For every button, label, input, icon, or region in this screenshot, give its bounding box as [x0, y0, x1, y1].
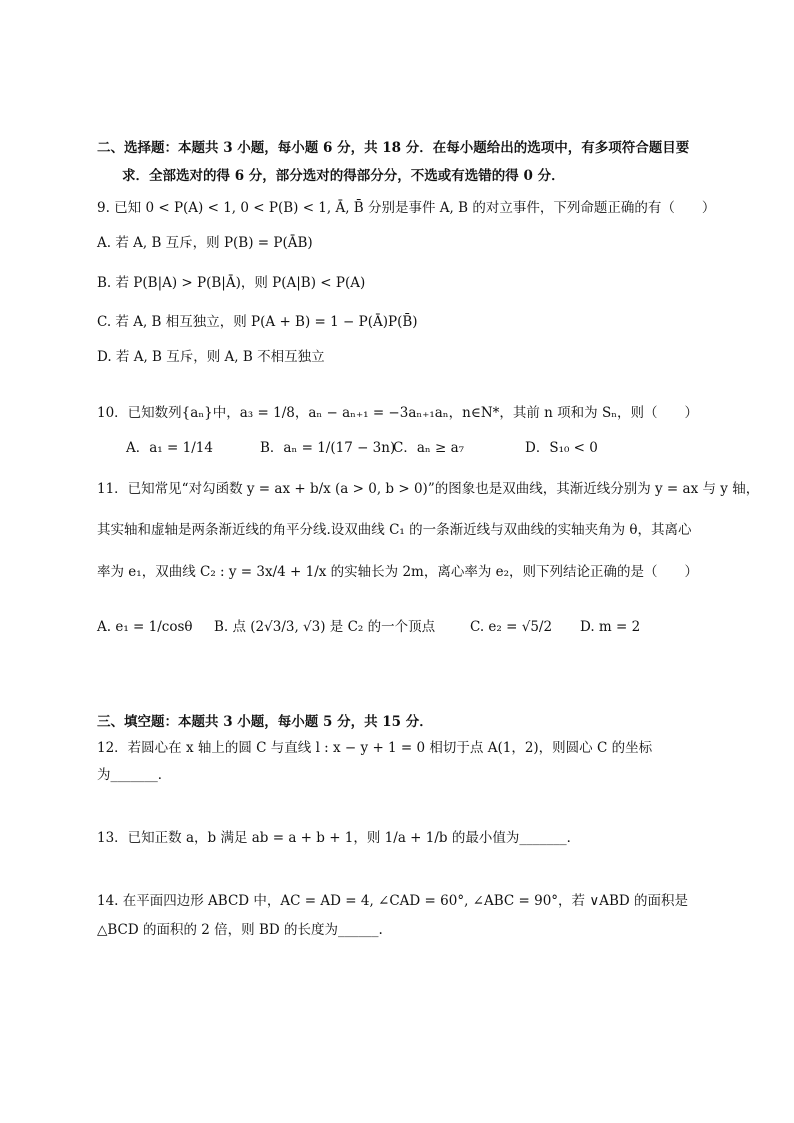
q14-line1: 14. 在平面四边形 ABCD 中，AC = AD = 4, ∠CAD = 60°, ∠ABC = 90°，若 ∨ABD 的面积是 [97, 893, 688, 909]
section2-heading-line1: 二、选择题：本题共 3 小题，每小题 6 分，共 18 分．在每小题给出的选项中，有多项符合题目要 [97, 140, 690, 156]
q11-option-c: C. e₂ = √5/2 [470, 619, 553, 635]
q9-option-a: A. 若 A, B 互斥，则 P(B) = P(ĀB) [97, 235, 313, 251]
q13-line1: 13．已知正数 a，b 满足 ab = a + b + 1，则 1/a + 1/b 的最小值为_______． [97, 830, 581, 846]
q11-line1: 11．已知常见“对勾函数 y = ax + b/x (a > 0, b > 0)”的图象也是双曲线，其渐近线分别为 y = ax 与 y 轴， [97, 481, 760, 497]
q11-option-b: B. 点 (2√3/3, √3) 是 C₂ 的一个顶点 [214, 619, 436, 635]
q10-options [126, 438, 598, 458]
q11-options [97, 617, 640, 637]
section3-heading: 三、填空题：本题共 3 小题，每小题 5 分，共 15 分． [97, 714, 433, 730]
section2-heading-line2: 求．全部选对的得 6 分，部分选对的得部分分，不选或有选错的得 0 分． [122, 168, 565, 184]
q14-line2: △BCD 的面积的 2 倍，则 BD 的长度为______. [97, 922, 383, 938]
q9-stem: 9. 已知 0 < P(A) < 1, 0 < P(B) < 1, Ā, B̄ 分别是事件 A, B 的对立事件，下列命题正确的有（ ） [97, 200, 716, 216]
q9-option-b: B. 若 P(B|A) > P(B|Ā)，则 P(A|B) < P(A) [97, 275, 366, 291]
q9-option-d: D. 若 A, B 互斥，则 A, B 不相互独立 [97, 349, 325, 365]
q10-option-c: C．aₙ ≥ a₇ [393, 440, 465, 456]
q11-line3: 率为 e₁，双曲线 C₂ : y = 3x/4 + 1/x 的实轴长为 2m，离心率为 e₂，则下列结论正确的是（ ） [97, 564, 699, 580]
q12-line2: 为_______． [97, 767, 172, 783]
q12-line1: 12．若圆心在 x 轴上的圆 C 与直线 l : x − y + 1 = 0 相切于点 A(1，2)，则圆心 C 的坐标 [97, 740, 653, 756]
q10-option-a: A．a₁ = 1/14 [126, 440, 213, 456]
q10-option-b: B．aₙ = 1/(17 − 3n) [260, 440, 396, 456]
q11-line2: 其实轴和虚轴是两条渐近线的角平分线.设双曲线 C₁ 的一条渐近线与双曲线的实轴夹角为 θ，其离心 [97, 522, 692, 538]
q10-option-d: D．S₁₀ < 0 [525, 440, 598, 456]
q9-option-c: C. 若 A, B 相互独立，则 P(A + B) = 1 − P(Ā)P(B̄) [97, 314, 418, 330]
q10-stem: 10．已知数列{aₙ}中，a₃ = 1/8，aₙ − aₙ₊₁ = −3aₙ₊₁aₙ，n∈N*，其前 n 项和为 Sₙ，则（ ） [97, 405, 699, 421]
q11-option-a: A. e₁ = 1/cosθ [97, 619, 193, 635]
q11-option-d: D. m = 2 [580, 619, 641, 635]
